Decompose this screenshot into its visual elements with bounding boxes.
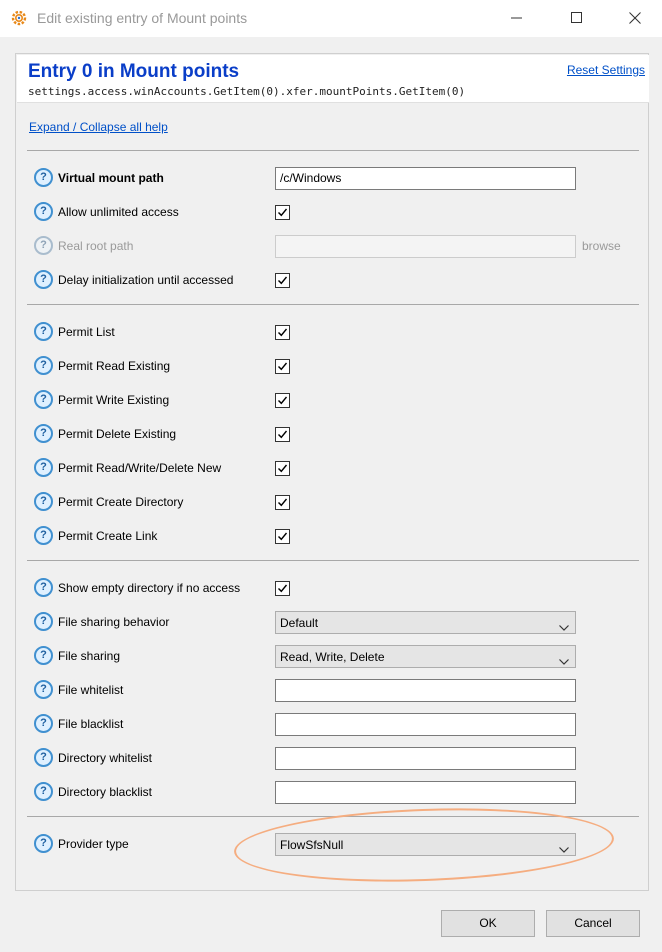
help-icon[interactable]	[34, 390, 53, 409]
setting-row-allow-unlimited-access	[16, 195, 648, 229]
setting-row-directory-whitelist	[16, 741, 648, 775]
chevron-down-icon	[559, 654, 569, 668]
cancel-button[interactable]: Cancel	[546, 910, 640, 937]
checkmark-icon	[277, 583, 288, 594]
provider-type-select[interactable]	[275, 833, 576, 856]
checkmark-icon	[277, 275, 288, 286]
help-icon[interactable]	[34, 680, 53, 699]
permit-delete-existing-checkbox[interactable]	[275, 427, 290, 442]
section-divider	[27, 150, 639, 151]
file-whitelist-input[interactable]	[275, 679, 576, 702]
section-divider	[27, 304, 639, 305]
real-root-path-input	[275, 235, 576, 258]
help-icon[interactable]	[34, 526, 53, 545]
help-icon[interactable]	[34, 646, 53, 665]
setting-label: File sharing behavior	[58, 615, 170, 629]
entry-header	[17, 55, 649, 103]
setting-row-permit-read-existing	[16, 349, 648, 383]
setting-row-real-root-path	[16, 229, 648, 263]
setting-row-file-whitelist	[16, 673, 648, 707]
minimize-button[interactable]	[494, 0, 540, 36]
show-empty-directory-if-no-access-checkbox[interactable]	[275, 581, 290, 596]
setting-label: Show empty directory if no access	[58, 581, 241, 595]
gear-icon	[10, 9, 28, 27]
setting-row-file-blacklist	[16, 707, 648, 741]
chevron-down-icon	[559, 620, 569, 634]
help-icon[interactable]	[34, 834, 53, 853]
file-blacklist-input[interactable]	[275, 713, 576, 736]
setting-label: Provider type	[58, 837, 129, 851]
section-divider	[27, 816, 639, 817]
delay-initialization-until-accessed-checkbox[interactable]	[275, 273, 290, 288]
help-icon[interactable]	[34, 492, 53, 511]
minimize-icon	[511, 12, 523, 24]
checkmark-icon	[277, 395, 288, 406]
setting-label: File blacklist	[58, 717, 124, 731]
checkmark-icon	[277, 327, 288, 338]
setting-row-provider-type	[16, 827, 648, 861]
checkmark-icon	[277, 497, 288, 508]
file-sharing-select[interactable]	[275, 645, 576, 668]
setting-row-permit-read-write-delete-new	[16, 451, 648, 485]
entry-title: Entry 0 in Mount points	[28, 61, 240, 82]
setting-label: Directory blacklist	[58, 785, 153, 799]
permit-write-existing-checkbox[interactable]	[275, 393, 290, 408]
setting-row-permit-create-link	[16, 519, 648, 553]
settings-panel	[15, 53, 649, 891]
setting-label: File whitelist	[58, 683, 124, 697]
setting-label: Permit Create Directory	[58, 495, 184, 509]
setting-label: Delay initialization until accessed	[58, 273, 234, 287]
setting-label: File sharing	[58, 649, 121, 663]
maximize-icon	[571, 12, 583, 24]
window-title: Edit existing entry of Mount points	[37, 10, 248, 26]
setting-row-permit-create-directory	[16, 485, 648, 519]
setting-row-permit-delete-existing	[16, 417, 648, 451]
setting-label: Allow unlimited access	[58, 205, 179, 219]
help-icon[interactable]	[34, 612, 53, 631]
select-value: Default	[280, 616, 319, 630]
setting-label: Real root path	[58, 239, 134, 253]
ok-button[interactable]: OK	[441, 910, 535, 937]
directory-blacklist-input[interactable]	[275, 781, 576, 804]
setting-row-file-sharing	[16, 639, 648, 673]
chevron-down-icon	[559, 842, 569, 856]
help-icon[interactable]	[34, 748, 53, 767]
file-sharing-behavior-select[interactable]	[275, 611, 576, 634]
virtual-mount-path-input[interactable]: /c/Windows	[275, 167, 576, 190]
setting-row-directory-blacklist	[16, 775, 648, 809]
help-icon[interactable]	[34, 424, 53, 443]
checkmark-icon	[277, 361, 288, 372]
help-icon[interactable]	[34, 202, 53, 221]
setting-label: Permit Delete Existing	[58, 427, 177, 441]
settings-path: settings.access.winAccounts.GetItem(0).xfer.mountPoints.GetItem(0)	[28, 85, 466, 98]
setting-label: Permit Read Existing	[58, 359, 171, 373]
setting-label: Directory whitelist	[58, 751, 153, 765]
allow-unlimited-access-checkbox[interactable]	[275, 205, 290, 220]
permit-read-existing-checkbox[interactable]	[275, 359, 290, 374]
help-icon[interactable]	[34, 236, 53, 255]
reset-settings-link[interactable]: Reset Settings	[566, 63, 645, 77]
help-icon[interactable]	[34, 168, 53, 187]
setting-row-virtual-mount-path	[16, 161, 648, 195]
help-icon[interactable]	[34, 578, 53, 597]
close-button[interactable]	[612, 0, 658, 36]
setting-row-delay-initialization-until-accessed	[16, 263, 648, 297]
checkmark-icon	[277, 531, 288, 542]
help-icon[interactable]	[34, 322, 53, 341]
expand-collapse-help-link[interactable]: Expand / Collapse all help	[29, 120, 168, 134]
help-icon[interactable]	[34, 782, 53, 801]
help-icon[interactable]	[34, 356, 53, 375]
permit-create-link-checkbox[interactable]	[275, 529, 290, 544]
setting-label: Permit List	[58, 325, 115, 339]
close-icon	[629, 12, 641, 24]
help-icon[interactable]	[34, 458, 53, 477]
help-icon[interactable]	[34, 714, 53, 733]
checkmark-icon	[277, 207, 288, 218]
section-divider	[27, 560, 639, 561]
help-icon[interactable]	[34, 270, 53, 289]
setting-row-permit-write-existing	[16, 383, 648, 417]
browse-button: browse	[582, 239, 621, 253]
setting-row-show-empty-directory-if-no-access	[16, 571, 648, 605]
permit-read-write-delete-new-checkbox[interactable]	[275, 461, 290, 476]
title-bar	[0, 0, 662, 37]
setting-label: Permit Write Existing	[58, 393, 170, 407]
checkmark-icon	[277, 429, 288, 440]
select-value: FlowSfsNull	[280, 838, 344, 852]
permit-list-checkbox[interactable]	[275, 325, 290, 340]
setting-label: Permit Create Link	[58, 529, 158, 543]
setting-label: Permit Read/Write/Delete New	[58, 461, 222, 475]
setting-row-permit-list	[16, 315, 648, 349]
permit-create-directory-checkbox[interactable]	[275, 495, 290, 510]
checkmark-icon	[277, 463, 288, 474]
maximize-button[interactable]	[554, 0, 600, 36]
select-value: Read, Write, Delete	[280, 650, 385, 664]
setting-row-file-sharing-behavior	[16, 605, 648, 639]
directory-whitelist-input[interactable]	[275, 747, 576, 770]
setting-label: Virtual mount path	[58, 171, 164, 185]
